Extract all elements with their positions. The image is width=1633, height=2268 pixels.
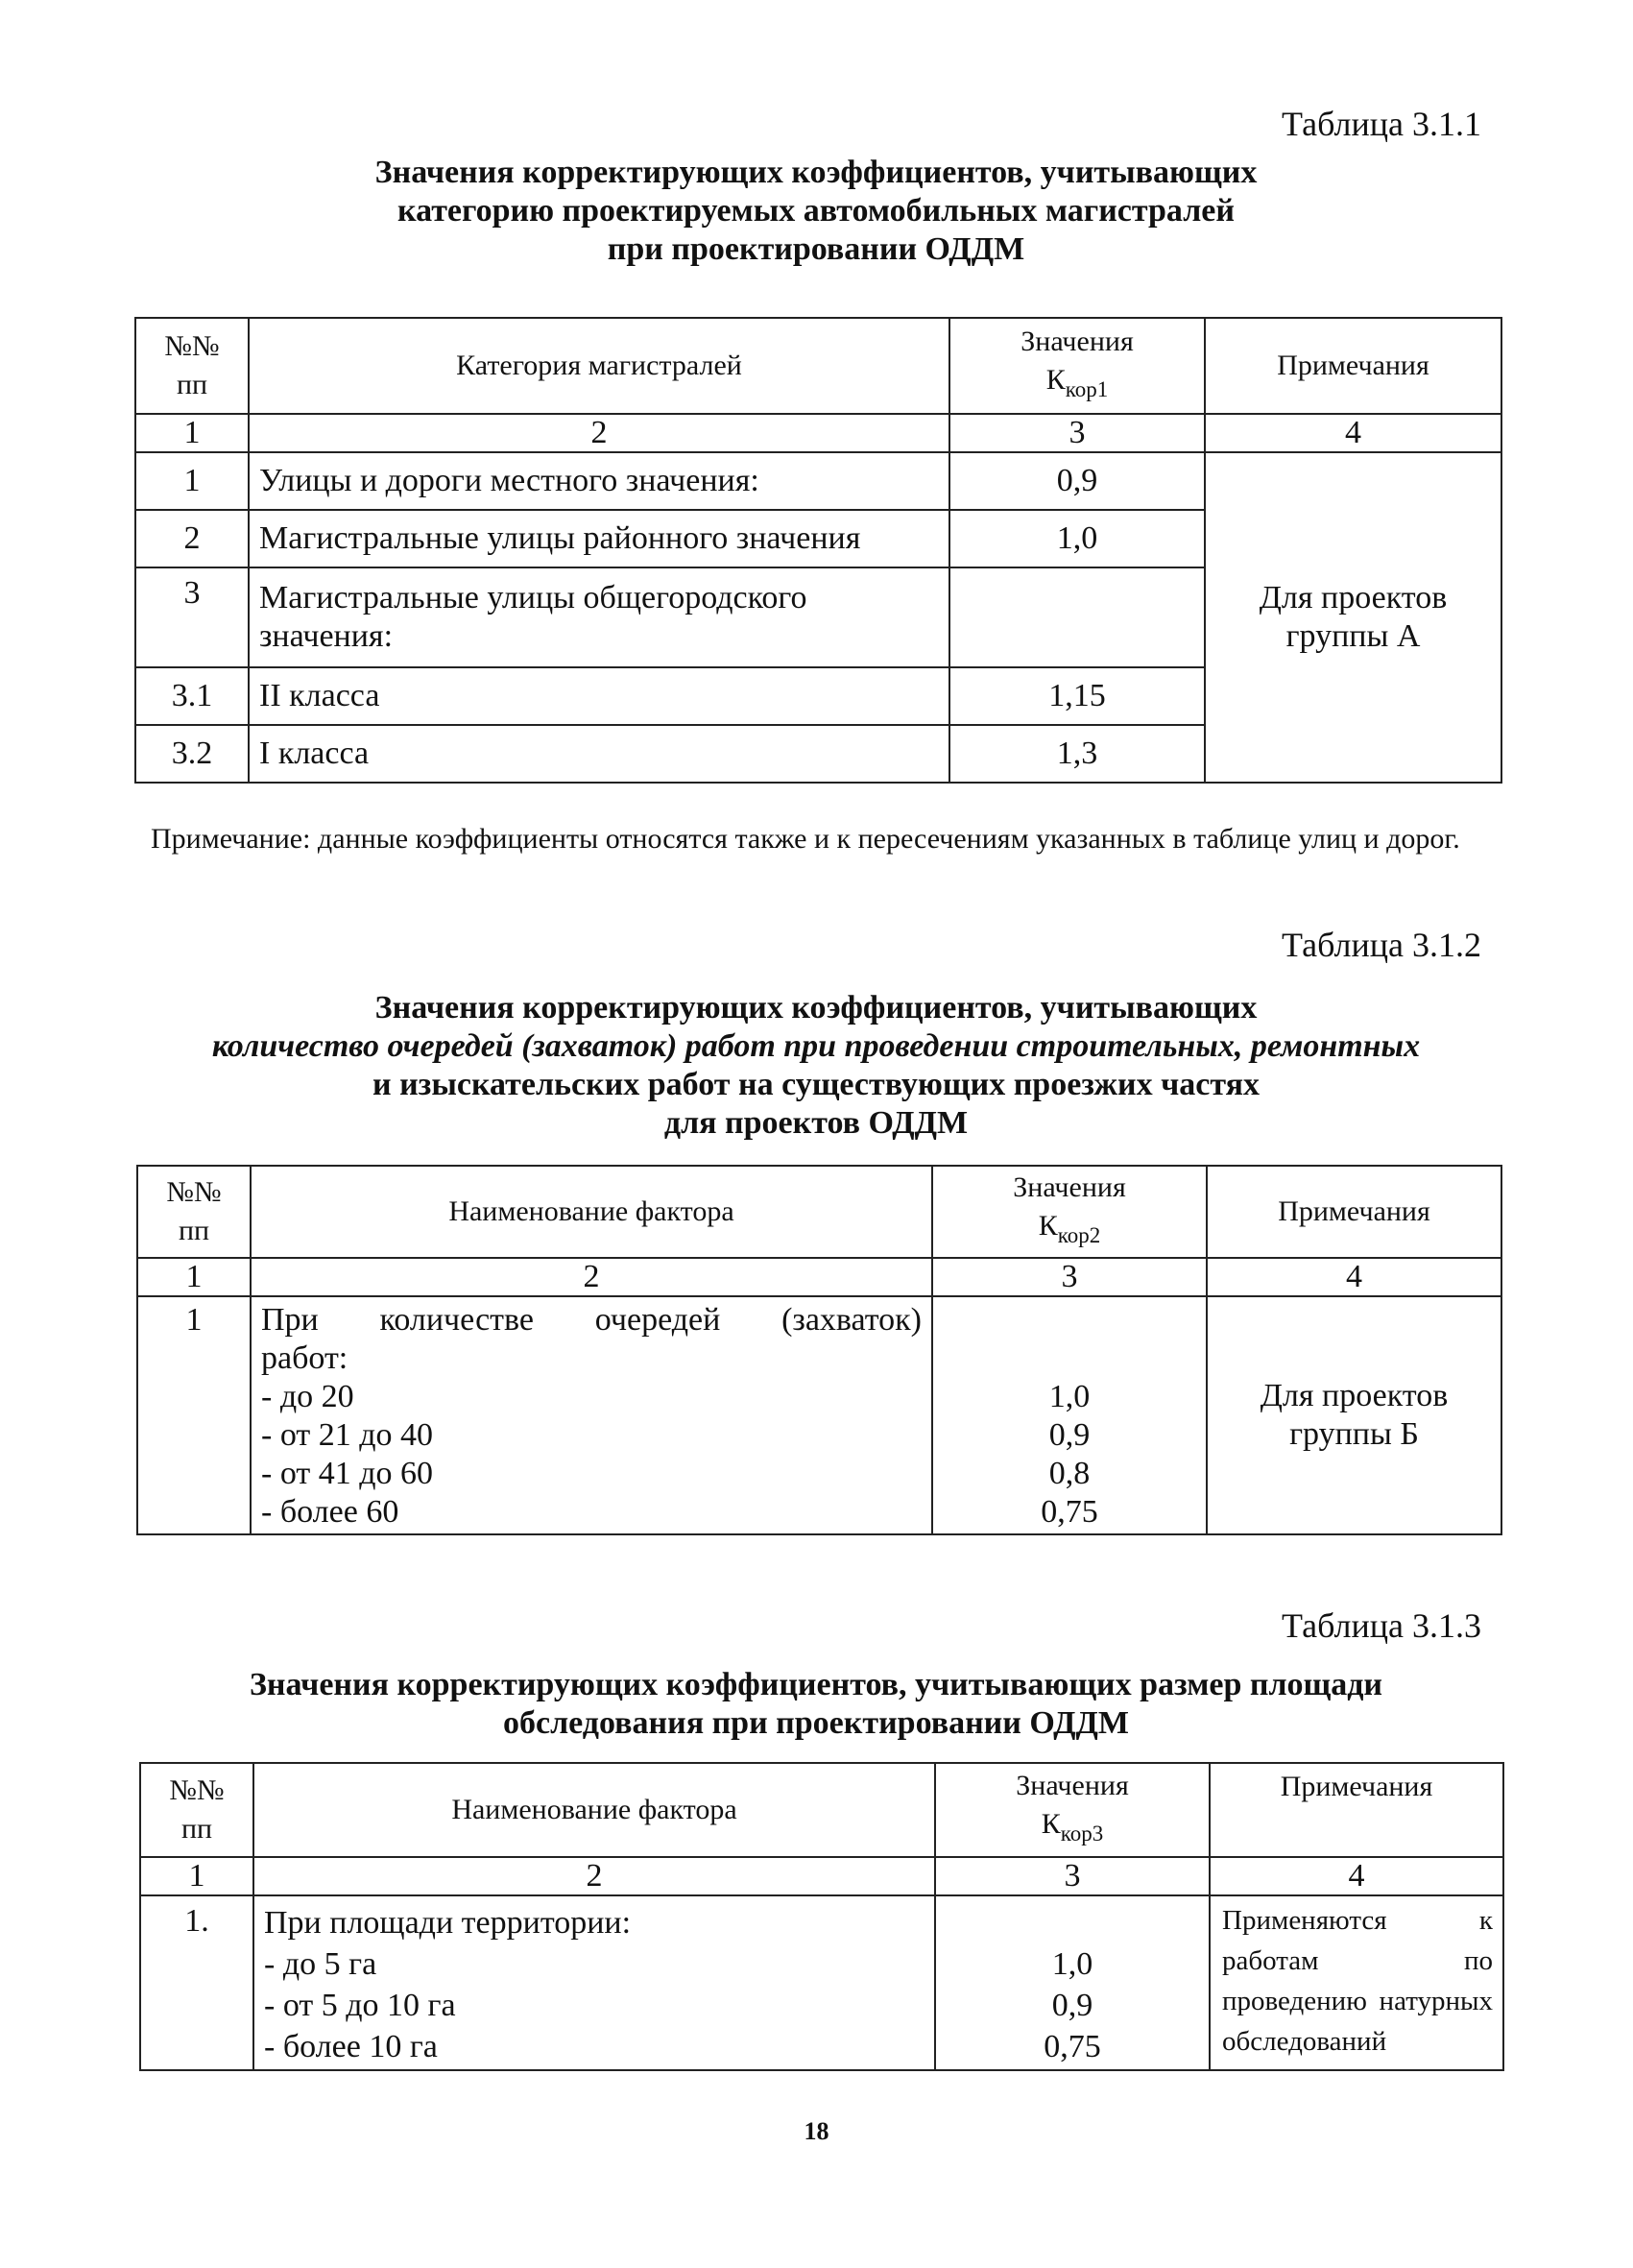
table1-footnote: Примечание: данные коэффициенты относятся также и к пересечениям указанных в таблице улиц и дорог.	[151, 823, 1460, 855]
col-number: 2	[253, 1857, 935, 1895]
row-num: 1	[135, 452, 249, 510]
k-subscript: кор3	[1060, 1822, 1104, 1846]
table3-title-line: обследования при проектировании ОДДМ	[503, 1705, 1129, 1741]
table-row	[137, 1296, 1501, 1534]
table2-title-line: и изыскательских работ на существующих проезжих частях	[372, 1067, 1260, 1102]
table1-column-numbers	[135, 414, 1501, 452]
row-num: 2	[135, 510, 249, 567]
factor-value: 0,75	[1044, 2029, 1101, 2064]
table2-title-line: для проектов ОДДМ	[663, 1105, 969, 1141]
table1-title-line: категорию проектируемых автомобильных магистралей	[397, 193, 1235, 229]
header-note: Примечания	[1205, 318, 1501, 414]
header-num	[140, 1763, 253, 1857]
table3-title-line: Значения корректирующих коэффициентов, учитывающих размер площади	[249, 1667, 1383, 1702]
row-name: II класса	[249, 667, 949, 725]
k-symbol: К	[1041, 1808, 1061, 1840]
factor-value: 0,8	[1048, 1456, 1091, 1491]
col-number: 1	[135, 414, 249, 452]
factor-item: - более 60	[261, 1494, 399, 1530]
header-note: Примечания	[1207, 1166, 1501, 1258]
header-value	[932, 1166, 1207, 1258]
table2-title-line: количество очередей (захваток) работ при проведении строительных, ремонтных	[211, 1028, 1421, 1064]
header-note: Примечания	[1210, 1763, 1503, 1857]
header-name: Категория магистралей	[249, 318, 949, 414]
row-num: 1.	[140, 1895, 253, 2070]
row-name: Магистральные улицы общегородского значения:	[249, 567, 949, 667]
row-factors	[251, 1296, 932, 1534]
table3-label: Таблица 3.1.3	[1282, 1606, 1481, 1645]
col-number: 2	[249, 414, 949, 452]
header-num-line1: №№	[169, 1774, 225, 1806]
row-value: 0,9	[949, 452, 1205, 510]
header-value-k	[943, 1207, 1196, 1255]
row-name: Улицы и дороги местного значения:	[249, 452, 949, 510]
factor-value: 0,9	[1051, 1988, 1093, 2023]
header-num	[135, 318, 249, 414]
table1-label: Таблица 3.1.1	[1282, 105, 1481, 143]
table3-title	[134, 1666, 1498, 1743]
row-num: 3.1	[135, 667, 249, 725]
factor-intro: При площади территории:	[264, 1905, 632, 1941]
row-num: 3.2	[135, 725, 249, 783]
header-value-k	[946, 1805, 1199, 1853]
col-number: 3	[949, 414, 1205, 452]
table2-label: Таблица 3.1.2	[1282, 926, 1481, 964]
row-num: 1	[137, 1296, 251, 1534]
k-symbol: К	[1045, 364, 1066, 396]
col-number: 4	[1210, 1857, 1503, 1895]
table3-header-row	[140, 1763, 1503, 1857]
table1-title-line: Значения корректирующих коэффициентов, учитывающих	[374, 155, 1258, 190]
header-value-line1: Значения	[1021, 326, 1134, 357]
col-number: 3	[932, 1258, 1207, 1296]
table-row	[135, 452, 1501, 510]
row-factors	[253, 1895, 935, 2070]
table3-column-numbers	[140, 1857, 1503, 1895]
header-value-line1: Значения	[1013, 1171, 1126, 1203]
table-row	[140, 1895, 1503, 2070]
header-value-line1: Значения	[1016, 1770, 1129, 1801]
table2-column-numbers	[137, 1258, 1501, 1296]
k-symbol: К	[1038, 1210, 1058, 1242]
factor-item: - от 5 до 10 га	[264, 1988, 456, 2023]
row-note: Применяются к работам по проведению натурных обследований	[1210, 1895, 1503, 2070]
table1-title	[134, 154, 1498, 269]
factor-item: - от 21 до 40	[261, 1417, 434, 1453]
factor-value: 1,0	[1048, 1379, 1091, 1414]
factor-value: 1,0	[1051, 1946, 1093, 1982]
table2-title	[134, 989, 1498, 1143]
col-number: 3	[935, 1857, 1210, 1895]
factor-value: 0,75	[1041, 1494, 1098, 1530]
factor-item: - до 5 га	[264, 1946, 377, 1982]
page-number: 18	[804, 2117, 829, 2145]
row-value: 1,3	[949, 725, 1205, 783]
header-num-line1: №№	[164, 330, 220, 362]
factor-item: - от 41 до 60	[261, 1456, 434, 1491]
row-values	[935, 1895, 1210, 2070]
table2-header-row	[137, 1166, 1501, 1258]
k-subscript: кор2	[1057, 1223, 1101, 1247]
table1-title-line: при проектировании ОДДМ	[607, 231, 1025, 267]
header-num-line1: №№	[166, 1176, 222, 1208]
row-note: Для проектов группы Б	[1207, 1296, 1501, 1534]
row-values	[932, 1296, 1207, 1534]
header-name: Наименование фактора	[253, 1763, 935, 1857]
header-name: Наименование фактора	[251, 1166, 932, 1258]
row-name: I класса	[249, 725, 949, 783]
col-number: 1	[137, 1258, 251, 1296]
col-number: 2	[251, 1258, 932, 1296]
header-num	[137, 1166, 251, 1258]
row-value: 1,0	[949, 510, 1205, 567]
factor-value: 0,9	[1048, 1417, 1091, 1453]
factor-item: - более 10 га	[264, 2029, 438, 2064]
table1-header-row	[135, 318, 1501, 414]
table2-title-line: Значения корректирующих коэффициентов, учитывающих	[374, 990, 1258, 1025]
header-value-k	[960, 361, 1194, 409]
col-number: 4	[1207, 1258, 1501, 1296]
row-name: Магистральные улицы районного значения	[249, 510, 949, 567]
table2	[136, 1165, 1502, 1535]
col-number: 1	[140, 1857, 253, 1895]
row-value	[949, 567, 1205, 667]
row-note: Для проектов группы А	[1205, 452, 1501, 783]
table3	[139, 1762, 1504, 2071]
factor-item: - до 20	[261, 1379, 354, 1414]
table1	[134, 317, 1502, 784]
header-value	[949, 318, 1205, 414]
col-number: 4	[1205, 414, 1501, 452]
factor-intro: При количестве очередей (захваток) работ:	[261, 1302, 922, 1376]
header-num-line2: пп	[178, 1215, 210, 1246]
header-num-line2: пп	[176, 369, 208, 400]
row-value: 1,15	[949, 667, 1205, 725]
header-num-line2: пп	[180, 1813, 213, 1845]
k-subscript: кор1	[1065, 377, 1109, 401]
row-num: 3	[135, 567, 249, 667]
header-value	[935, 1763, 1210, 1857]
